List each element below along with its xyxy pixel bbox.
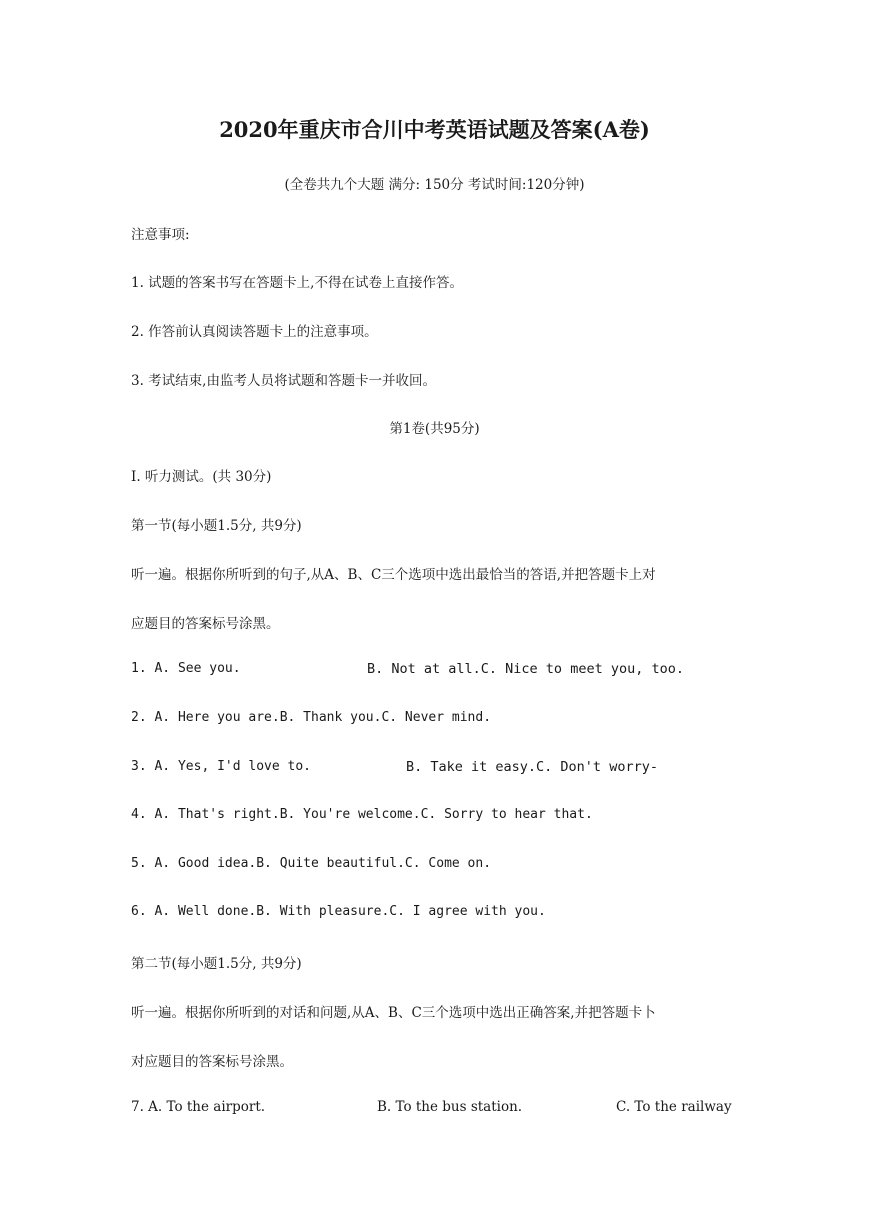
question-7-option-b: B. To the bus station. bbox=[377, 1099, 523, 1115]
notice-heading: 注意事项: bbox=[131, 227, 190, 243]
part2-instructions: 听一遍。根据你所听到的对话和问题,从A、B、C三个选项中选出正确答案,并把答题卡卜 bbox=[131, 1005, 656, 1021]
volume-heading: 第1卷(共95分) bbox=[389, 421, 480, 437]
part1-instructions-cont: 应题目的答案标号涂黑。 bbox=[131, 616, 280, 632]
question-2-options: 2. A. Here you are.B. Thank you.C. Never mind. bbox=[131, 710, 492, 725]
question-6-options: 6. A. Well done.B. With pleasure.C. I agree with you. bbox=[131, 904, 546, 919]
section-heading: I. 听力测试。(共 30分) bbox=[131, 469, 272, 485]
part2-heading: 第二节(每小题1.5分, 共9分) bbox=[131, 956, 302, 972]
notice-item: 1. 试题的答案书写在答题卡上,不得在试卷上直接作答。 bbox=[131, 275, 463, 291]
exam-info: (全卷共九个大题 满分: 150分 考试时间:120分钟) bbox=[284, 177, 585, 193]
notice-item: 3. 考试结束,由监考人员将试题和答题卡一并收回。 bbox=[131, 373, 436, 389]
part1-instructions: 听一遍。根据你所听到的句子,从A、B、C三个选项中选出最恰当的答语,并把答题卡上对 bbox=[131, 567, 656, 583]
question-5-options: 5. A. Good idea.B. Quite beautiful.C. Come on. bbox=[131, 856, 492, 871]
notice-item: 2. 作答前认真阅读答题卡上的注意事项。 bbox=[131, 324, 378, 340]
part1-heading: 第一节(每小题1.5分, 共9分) bbox=[131, 518, 302, 534]
question-4-options: 4. A. That's right.B. You're welcome.C. Sorry to hear that. bbox=[131, 807, 593, 822]
part2-instructions-cont: 对应题目的答案标号涂黑。 bbox=[131, 1054, 293, 1070]
question-3-option-a: 3. A. Yes, I'd love to. bbox=[131, 759, 312, 774]
question-1-options-bc: B. Not at all.C. Nice to meet you, too. bbox=[367, 661, 684, 677]
question-3-options-bc: B. Take it easy.C. Don't worry- bbox=[406, 759, 658, 775]
question-7-option-c: C. To the railway bbox=[616, 1099, 732, 1115]
question-7-option-a: 7. A. To the airport. bbox=[131, 1099, 266, 1115]
page-title: 2020年重庆市合川中考英语试题及答案(A卷) bbox=[219, 117, 650, 142]
question-1-option-a: 1. A. See you. bbox=[131, 661, 241, 676]
